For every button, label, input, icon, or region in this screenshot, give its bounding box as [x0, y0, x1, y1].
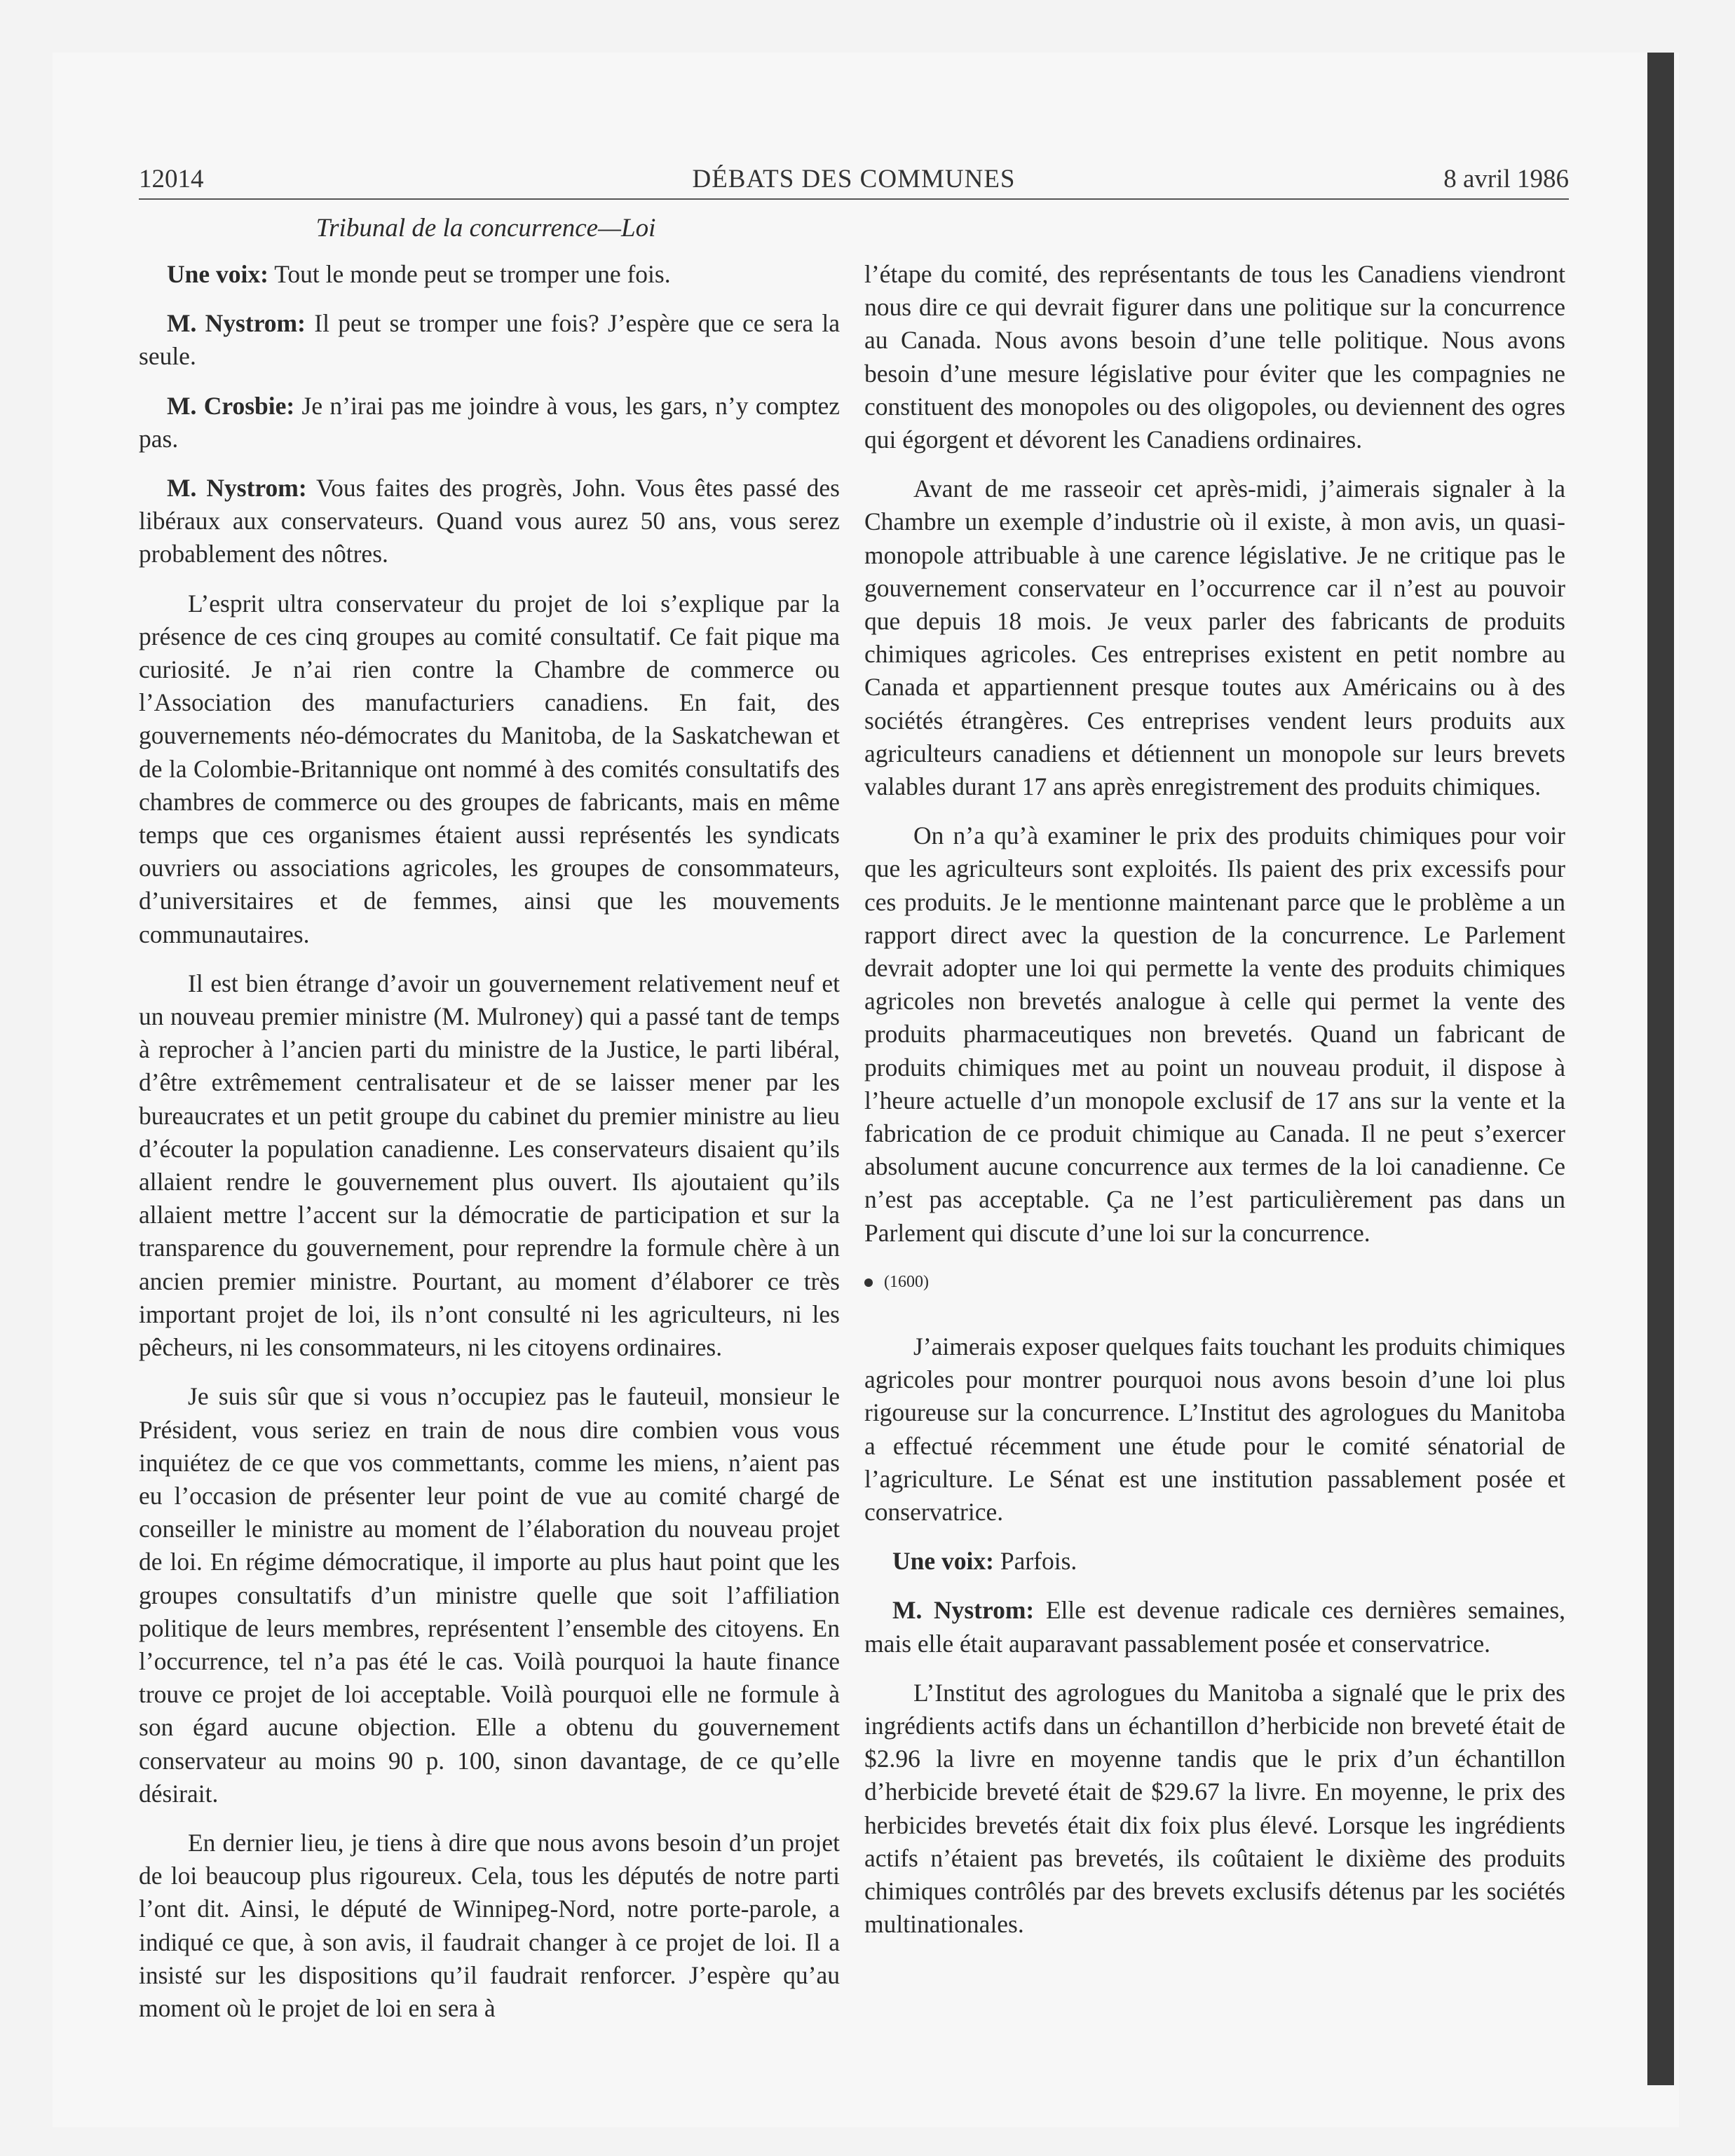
body-paragraph: Je suis sûr que si vous n’occupiez pas le fauteuil, monsieur le Président, vous seriez en train de nous dire combien vous vous inquiétez de ce que vos commettants, comme les miens, n’aient pas eu l’occasion de présenter leur point de vue au comité chargé de conseiller le ministre au moment de l’élaboration du nouveau projet de loi. En régime démocratique, il importe au plus haut point que les groupes consultatifs d’un ministre quelle que soit l’affiliation politique de leurs membres, représentent l’ensemble des citoyens. En l’occurrence, tel n’a pas été le cas. Voilà pourquoi la haute finance trouve ce projet de loi acceptable. Voilà pourquoi elle ne formule à son égard aucune objection. Elle a obtenu du gouvernement conservateur au moins 90 p. 100, sinon davantage, de ce qu’elle désirait. [139, 1382, 840, 1808]
speech-paragraph [139, 258, 840, 291]
right-column [864, 258, 1565, 1957]
body-paragraph: l’étape du comité, des représentants de tous les Canadiens viendront nous dire ce qui devrait figurer dans une politique sur la concurrence au Canada. Nous avons besoin d’une telle politique. Nous avons besoin d’une mesure législative pour éviter que les compagnies ne constituent des monopoles ou des oligopoles, ou deviennent des ogres qui égorgent et dévorent les Canadiens ordinaires. [864, 260, 1565, 454]
speaker-name: M. Crosbie: [167, 391, 295, 420]
speech-text: Il peut se tromper une fois? J’espère que ce sera la seule. [139, 309, 841, 371]
speaker-name: Une voix: [892, 1547, 994, 1576]
speaker-name: M. Nystrom: [167, 309, 306, 338]
header-rule [139, 198, 1569, 200]
bullet-icon [864, 1278, 873, 1287]
time-marker-text: (1600) [884, 1272, 929, 1291]
speech-text: Vous faites des progrès, John. Vous êtes passé des libéraux aux conservateurs. Quand vous aurez 50 ans, vous serez probablement des nôtres. [139, 474, 841, 568]
speech-paragraph [864, 1545, 1565, 1578]
right-column-part-a [864, 258, 1565, 1250]
speech-text: Tout le monde peut se tromper une fois. [274, 260, 671, 288]
speech-text: Parfois. [1000, 1547, 1077, 1576]
body-paragraph: L’esprit ultra conservateur du projet de loi s’explique par la présence de ces cinq groupes au comité consultatif. Ce fait pique ma curiosité. Je n’ai rien contre la Chambre de commerce ou l’Association des manufacturiers canadiens. En fait, des gouvernements néo-démocrates du Manitoba, de la Saskatchewan et de la Colombie-Britannique ont nommé à des comités consultatifs des chambres de commerce ou des groupes de fabricants, mais en même temps que ces organismes étaient aussi représentés les syndicats ouvriers ou associations agricoles, les groupes de consommateurs, d’universitaires et de femmes, ainsi que les mouvements communautaires. [139, 589, 840, 948]
speech-text: Je n’irai pas me joindre à vous, les gars, n’y comptez pas. [139, 391, 841, 453]
body-paragraph: J’aimerais exposer quelques faits touchant les produits chimiques agricoles pour montrer pourquoi nous avons besoin d’une loi plus rigoureuse sur la concurrence. L’Institut des agrologues du Manitoba a effectué récemment une étude pour le comité sénatorial de l’agriculture. Le Sénat est une institution passablement posée et conservatrice. [864, 1332, 1565, 1526]
left-column [139, 258, 840, 2041]
page-header [139, 163, 1569, 198]
speech-text: Elle est devenue radicale ces dernières semaines, mais elle était auparavant passablement posée et conservatrice. [864, 1596, 1566, 1658]
body-paragraph: Il est bien étrange d’avoir un gouvernement relativement neuf et un nouveau premier ministre (M. Mulroney) qui a passé tant de temps à reprocher à l’ancien parti du ministre de la Justice, le parti libéral, d’être extrêmement centralisateur et de se laisser mener par les bureaucrates et un petit groupe du cabinet du premier ministre au lieu d’écouter la population canadienne. Les conservateurs disaient qu’ils allaient rendre le gouvernement plus ouvert. Ils ajoutaient qu’ils allaient mettre l’accent sur la démocratie de participation et sur la transparence du gouvernement, pour reprendre la formule chère à un ancien premier ministre. Pourtant, au moment d’élaborer ce très important projet de loi, ils n’ont consulté ni les agriculteurs, ni les pêcheurs, ni les consommateurs, ni les citoyens ordinaires. [139, 969, 840, 1362]
body-paragraph: L’Institut des agrologues du Manitoba a signalé que le prix des ingrédients actifs dans un échantillon d’herbicide non breveté était de $2.96 la livre en moyenne tandis que le prix d’un échantillon d’herbicide breveté était de $29.67 la livre. En moyenne, le prix des herbicides brevetés était dix foix plus élevé. Lorsque les ingrédients actifs n’étaient pas brevetés, ils coûtaient le dixième des produits chimiques contrôlés par des brevets exclusifs détenus par les sociétés multinationales. [864, 1678, 1565, 1939]
speaker-name: M. Nystrom: [892, 1596, 1035, 1625]
publication-title: DÉBATS DES COMMUNES [692, 165, 1016, 193]
body-paragraph: En dernier lieu, je tiens à dire que nous avons besoin d’un projet de loi beaucoup plus rigoureux. Cela, tous les députés de notre parti l’ont dit. Ainsi, le député de Winnipeg-Nord, notre porte-parole, a indiqué ce que, à son avis, il faudrait changer à ce projet de loi. Il a insisté sur les dispositions qu’il faudrait renforcer. J’espère qu’au moment où le projet de loi en sera à [139, 1828, 840, 2022]
speech-paragraph [864, 1594, 1565, 1660]
speech-paragraph [139, 390, 840, 456]
speaker-name: Une voix: [167, 260, 268, 288]
body-paragraph: Avant de me rasseoir cet après-midi, j’aimerais signaler à la Chambre un exemple d’industrie où il existe, à mon avis, un quasi-monopole attribuable à une carence législative. Je ne critique pas le gouvernement conservateur en l’occurrence car il n’est au pouvoir que depuis 18 mois. Je veux parler des fabricants de produits chimiques agricoles. Ces entreprises existent en petit nombre au Canada et appartiennent presque toutes aux Américains ou à des sociétés étrangères. Ces entreprises vendent leurs produits aux agriculteurs canadiens et détiennent un monopole sur leurs brevets valables durant 17 ans après enregistrement des produits chimiques. [864, 475, 1565, 801]
time-marker [864, 1266, 1565, 1299]
subject-heading: Tribunal de la concurrence—Loi [315, 214, 656, 243]
page-date: 8 avril 1986 [1443, 165, 1569, 193]
right-column-part-b [864, 1330, 1565, 1941]
speaker-name: M. Nystrom: [167, 474, 307, 503]
binding-edge [1647, 53, 1674, 2085]
page-number: 12014 [139, 165, 204, 193]
speech-paragraph [139, 472, 840, 571]
speech-paragraph [139, 307, 840, 373]
body-paragraph: On n’a qu’à examiner le prix des produits chimiques pour voir que les agriculteurs sont exploités. Ils paient des prix excessifs pour ces produits. Je le mentionne maintenant parce que le problème a un rapport direct avec la question de la concurrence. Le Parlement devrait adopter une loi qui permette la vente des produits chimiques agricoles non brevetés analogue à celle qui permet la vente des produits pharmaceutiques non brevetés. Quand un fabricant de produits chimiques met au point un nouveau produit, il dispose à l’heure actuelle d’un monopole exclusif de 17 ans sur la vente et la fabrication de ce produit chimique au Canada. Il ne peut s’exercer absolument aucune concurrence aux termes de la loi canadienne. Ce n’est pas acceptable. Ça ne l’est particulièrement pas dans un Parlement qui discute d’une loi sur la concurrence. [864, 821, 1565, 1247]
